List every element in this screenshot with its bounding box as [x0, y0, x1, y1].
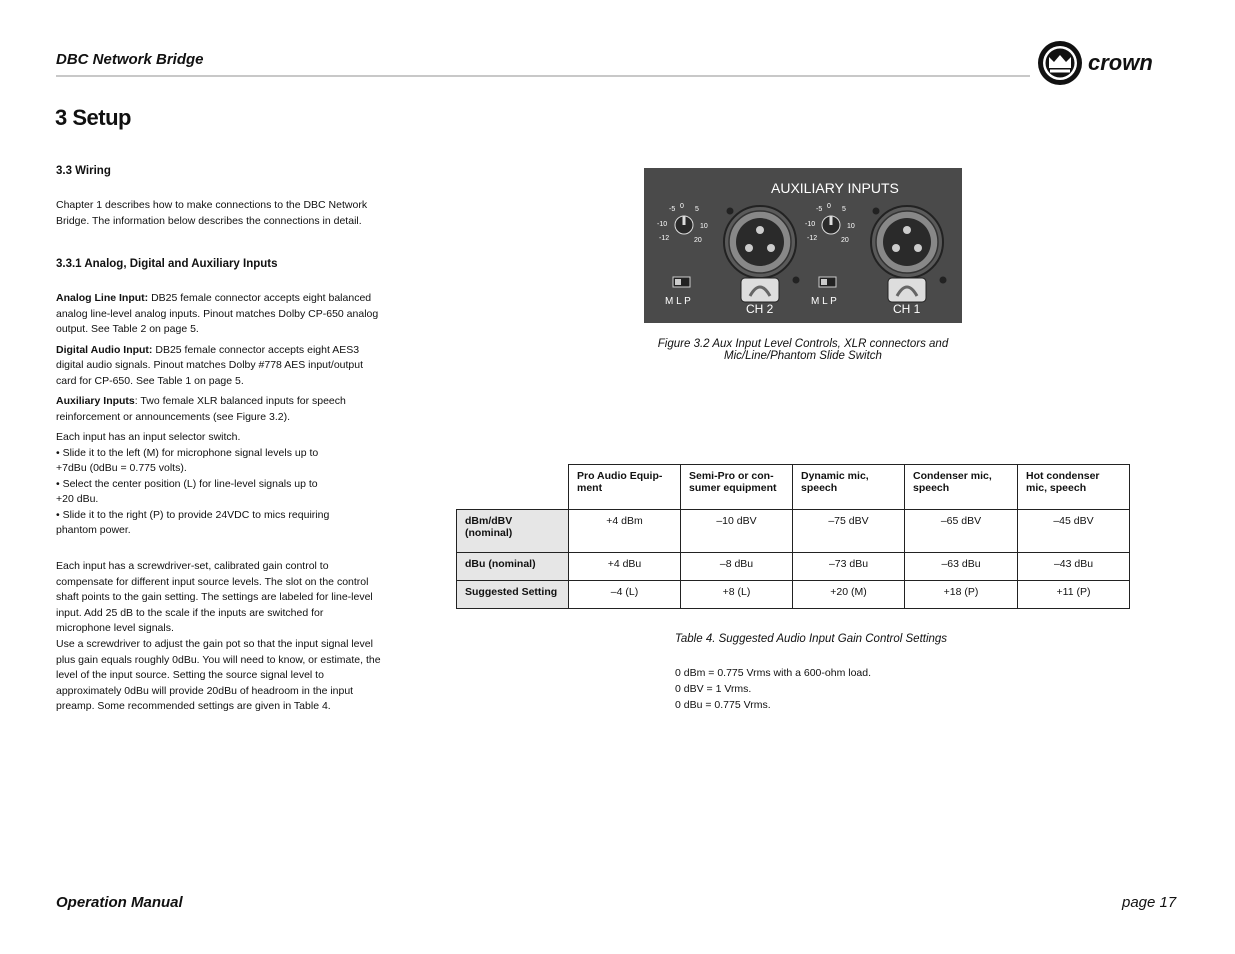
- svg-text:-5: -5: [669, 206, 676, 213]
- analog-paragraph: [56, 291, 381, 338]
- bullet-mic: • Slide it to the left (M) for microphone signal levels up to +7dBu (0dBu = 0.775 volts).: [56, 446, 319, 474]
- aux-label: Auxiliary Inputs: [56, 395, 135, 407]
- page-number: page 17: [1122, 894, 1177, 911]
- wiring-intro: Chapter 1 describes how to make connections to the DBC Network Bridge. The information below describes the connections in detail.: [56, 199, 368, 227]
- row-header: Suggested Setting: [457, 581, 569, 609]
- table-cell: –65 dBV: [905, 510, 1018, 553]
- table-row: [457, 553, 1130, 581]
- table-row: [457, 510, 1130, 553]
- svg-text:M L P: M L P: [811, 296, 837, 307]
- svg-text:-10: -10: [657, 221, 668, 228]
- aux-inputs-figure: [644, 168, 962, 323]
- column-header: Semi-Pro or con-sumer equipment: [681, 465, 793, 510]
- svg-text:-10: -10: [805, 221, 816, 228]
- table-cell: +11 (P): [1018, 581, 1130, 609]
- table-cell: –10 dBV: [681, 510, 793, 553]
- aux-paragraph: [56, 394, 381, 425]
- figure-caption-line-2: Mic/Line/Phantom Slide Switch: [724, 350, 882, 362]
- figure-caption-line-1: Figure 3.2 Aux Input Level Controls, XLR connectors and: [657, 338, 949, 350]
- table-header-row: [457, 465, 1130, 510]
- gain-settings-table-wrapper: [456, 464, 1130, 609]
- analog-label: Analog Line Input:: [56, 292, 149, 304]
- gain-settings-table: [456, 464, 1130, 609]
- gain-paragraph: Each input has a screwdriver-set, calibrated gain control to compensate for different input source levels. The slot on the control shaft points to the gain setting. The settings are labeled for line-level input. Add 25 dB to the scale if the inputs are switched for microphone level signals.: [56, 560, 373, 634]
- note-dbv: 0 dBV = 1 Vrms.: [675, 683, 752, 695]
- selector-intro: Each input has an input selector switch.: [56, 431, 241, 443]
- column-header: Dynamic mic, speech: [793, 465, 905, 510]
- bullet-line: • Select the center position (L) for line-level signals up to +20 dBu.: [56, 477, 318, 505]
- aux-text: : Two female XLR balanced inputs for speech reinforcement or announcements (see Figure 3.2).: [56, 395, 346, 423]
- table-cell: –73 dBu: [793, 553, 905, 581]
- table-cell: +4 dBu: [569, 553, 681, 581]
- column-header: Condenser mic, speech: [905, 465, 1018, 510]
- crown-logo-icon: [1036, 38, 1186, 88]
- table-cell: –43 dBu: [1018, 553, 1130, 581]
- inputs-body: [56, 291, 381, 539]
- svg-text:20: 20: [694, 237, 702, 244]
- svg-text:10: 10: [847, 223, 855, 230]
- table-row: [457, 581, 1130, 609]
- column-header: Hot condenser mic, speech: [1018, 465, 1130, 510]
- aux-panel-illustration: [644, 168, 962, 323]
- table-cell: –45 dBV: [1018, 510, 1130, 553]
- note-dbm: 0 dBm = 0.775 Vrms with a 600-ohm load.: [675, 667, 872, 679]
- svg-text:0: 0: [827, 203, 831, 210]
- svg-text:-5: -5: [816, 206, 823, 213]
- digital-text: DB25 female connector accepts eight AES3 digital audio signals. Pinout matches Dolby #778 AES input/output card for CP-650. See Table 1 on page 5.: [56, 343, 364, 387]
- row-header: dBm/dBV (nominal): [457, 510, 569, 553]
- svg-text:0: 0: [680, 203, 684, 210]
- adjust-paragraph: Use a screwdriver to adjust the gain pot so that the input signal level plus gain equals roughly 0dBu. You will need to know, or estimate, the level of the input source. Setting the source signal level to approximately 0dBu will provide 20dBu of headroom in the input preamp. Some recommended settings are given in Table 4.: [56, 638, 381, 712]
- header-rule: [56, 75, 1030, 77]
- svg-text:10: 10: [700, 223, 708, 230]
- table-cell: +18 (P): [905, 581, 1018, 609]
- svg-text:20: 20: [841, 237, 849, 244]
- inputs-heading: 3.3.1 Analog, Digital and Auxiliary Inputs: [56, 258, 278, 270]
- column-header: Pro Audio Equip-ment: [569, 465, 681, 510]
- table-cell: –4 (L): [569, 581, 681, 609]
- note-dbu: 0 dBu = 0.775 Vrms.: [675, 699, 771, 711]
- document-header-title: DBC Network Bridge: [56, 51, 204, 68]
- table-corner-cell: [457, 465, 569, 510]
- table-caption: Table 4. Suggested Audio Input Gain Control Settings: [674, 633, 948, 645]
- section-title: 3 Setup: [55, 105, 131, 130]
- svg-text:-12: -12: [807, 235, 818, 242]
- svg-text:M L P: M L P: [665, 296, 691, 307]
- figure-caption: [636, 338, 970, 362]
- table-cell: –63 dBu: [905, 553, 1018, 581]
- bullet-phantom: • Slide it to the right (P) to provide 24VDC to mics requiring phantom power.: [56, 508, 330, 536]
- row-header: dBu (nominal): [457, 553, 569, 581]
- svg-text:AUXILIARY INPUTS: AUXILIARY INPUTS: [771, 180, 899, 196]
- digital-label: Digital Audio Input:: [56, 343, 153, 356]
- unit-notes: [675, 665, 871, 713]
- table-cell: +8 (L): [681, 581, 793, 609]
- table-cell: +4 dBm: [569, 510, 681, 553]
- svg-text:crown: crown: [1088, 50, 1153, 75]
- wiring-heading: 3.3 Wiring: [56, 165, 111, 177]
- svg-text:CH 2: CH 2: [746, 302, 774, 316]
- svg-text:CH 1: CH 1: [893, 302, 921, 316]
- svg-text:5: 5: [842, 206, 846, 213]
- crown-logo: [1036, 38, 1186, 88]
- footer-manual-title: Operation Manual: [56, 894, 183, 911]
- svg-text:-12: -12: [659, 235, 670, 242]
- table-cell: –8 dBu: [681, 553, 793, 581]
- table-cell: +20 (M): [793, 581, 905, 609]
- table-cell: –75 dBV: [793, 510, 905, 553]
- svg-text:5: 5: [695, 206, 699, 213]
- digital-paragraph: [56, 343, 381, 390]
- analog-text: DB25 female connector accepts eight balanced analog line-level analog inputs. Pinout matches Dolby CP-650 analog output. See Table 2 on page 5.: [56, 292, 379, 335]
